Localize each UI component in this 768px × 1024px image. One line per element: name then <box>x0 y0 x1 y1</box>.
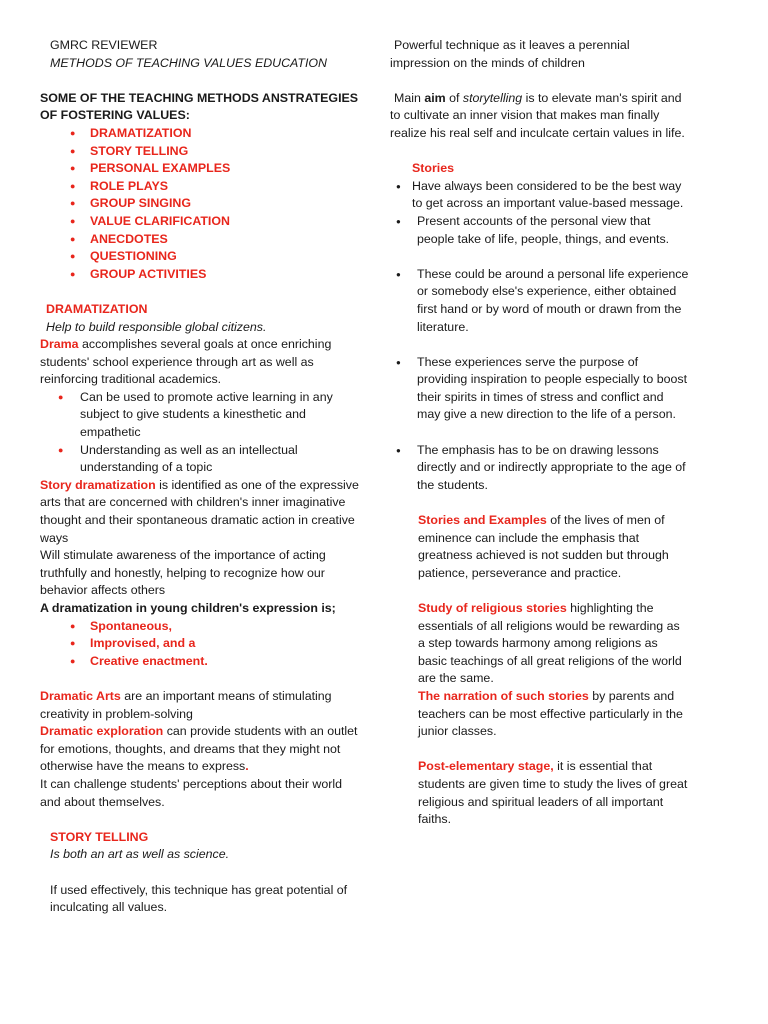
methods-list <box>70 125 360 283</box>
list-item: ● GROUP ACTIVITIES <box>70 266 360 284</box>
story-dramatization-term: Story dramatization <box>40 477 156 492</box>
personal-bullets <box>390 266 690 336</box>
dramatic-exploration-paragraph: Dramatic exploration can provide students with an outlet for emotions, thoughts, and dreams that they might not otherwise have the means to express. <box>40 724 358 774</box>
main-aim-paragraph: Main aim of storytelling is to elevate man's spirit and to cultivate an inner vision that makes man finally realize his real self and inculcate certain values in life. <box>390 90 685 140</box>
list-item: ● ROLE PLAYS <box>70 178 360 196</box>
list-item: ● These could be around a personal life experience or somebody else's experience, either obtained first hand or by word of mouth or drawn from the literature. <box>390 266 690 336</box>
narration-term: The narration of such stories <box>418 688 589 703</box>
list-item: ● Creative enactment. <box>70 653 360 671</box>
list-item: ● STORY TELLING <box>70 143 360 161</box>
religious-paragraph: Study of religious stories highlighting the essentials of all religions would be rewarding as a step towards harmony among religions as basic teachings of all great religions of the world are the same. <box>418 601 682 686</box>
emphasis-bullets <box>390 442 690 495</box>
stories-bullets <box>390 178 690 248</box>
story-telling-heading: STORY TELLING <box>50 829 149 844</box>
intro-heading: SOME OF THE TEACHING METHODS ANSTRATEGIES OF FOSTERING VALUES: <box>40 90 359 123</box>
list-item: ● VALUE CLARIFICATION <box>70 213 360 231</box>
post-elementary-paragraph: Post-elementary stage, it is essential that students are given time to study the lives of great religious and spiritual leaders of all important faiths. <box>418 759 688 827</box>
list-item: ● PERSONAL EXAMPLES <box>70 160 360 178</box>
drama-term: Drama <box>40 337 79 352</box>
stories-heading: Stories <box>412 161 455 176</box>
purpose-bullets <box>390 354 690 424</box>
left-column <box>40 37 360 917</box>
examples-paragraph: Stories and Examples of the lives of men of eminence can include the emphasis that greatness achieved is not sudden but through patience, perseverance and practice. <box>418 513 669 580</box>
list-item: ● QUESTIONING <box>70 248 360 266</box>
dramatization-heading: DRAMATIZATION <box>46 301 148 316</box>
challenge-paragraph: It can challenge students' perceptions about their world and about themselves. <box>40 776 342 809</box>
list-item: ● Can be used to promote active learning in any subject to give students a kinesthetic and empathetic <box>58 389 360 442</box>
examples-term: Stories and Examples <box>418 513 547 528</box>
list-item: ● Spontaneous, <box>70 618 360 636</box>
dramatic-exploration-term: Dramatic exploration <box>40 724 164 739</box>
dramatic-arts-term: Dramatic Arts <box>40 688 121 703</box>
expression-heading: A dramatization in young children's expression is; <box>40 601 336 615</box>
story-telling-paragraph: If used effectively, this technique has great potential of inculcating all values. <box>50 882 348 915</box>
narration-paragraph: The narration of such stories by parents and teachers can be most effective particularly in the junior classes. <box>418 688 683 739</box>
story-dramatization-paragraph: Story dramatization is identified as one of the expressive arts that are concerned with children's inner imaginative thought and their spontaneous dramatic action in creative ways <box>40 477 359 545</box>
drama-paragraph: Drama accomplishes several goals at once enriching students' school experience through art as well as reinforcing traditional academics. <box>40 337 332 387</box>
list-item: ● GROUP SINGING <box>70 195 360 213</box>
list-item: ● Understanding as well as an intellectual understanding of a topic <box>58 442 360 477</box>
religious-term: Study of religious stories <box>418 601 567 615</box>
list-item: ● These experiences serve the purpose of providing inspiration to people especially to boost their spirits in times of stress and conflict and may give a new direction to the life of a person. <box>390 354 690 424</box>
dramatic-arts-paragraph: Dramatic Arts are an important means of stimulating creativity in problem-solving <box>40 688 332 721</box>
powerful-paragraph: Powerful technique as it leaves a perennial impression on the minds of children <box>390 38 630 70</box>
list-item: ● Have always been considered to be the best way to get across an important value-based message. <box>390 178 690 213</box>
dramatization-subtitle: Help to build responsible global citizens. <box>46 319 267 334</box>
header-title: GMRC REVIEWER <box>50 38 158 52</box>
list-item: ● Present accounts of the personal view that people take of life, people, things, and events. <box>390 213 690 248</box>
expression-list <box>70 618 360 671</box>
list-item: ● ANECDOTES <box>70 231 360 249</box>
story-telling-subtitle: Is both an art as well as science. <box>50 847 230 862</box>
header-subtitle: METHODS OF TEACHING VALUES EDUCATION <box>50 55 327 70</box>
list-item: ● The emphasis has to be on drawing lessons directly and or indirectly appropriate to the age of the students. <box>390 442 690 495</box>
right-column <box>390 37 690 829</box>
list-item: ● DRAMATIZATION <box>70 125 360 143</box>
post-elementary-term: Post-elementary stage, <box>418 759 554 774</box>
drama-bullets <box>58 389 360 477</box>
list-item: ● Improvised, and a <box>70 635 360 653</box>
stimulate-paragraph: Will stimulate awareness of the importance of acting truthfully and honestly, helping to recognize how our behavior affects others <box>40 548 326 598</box>
